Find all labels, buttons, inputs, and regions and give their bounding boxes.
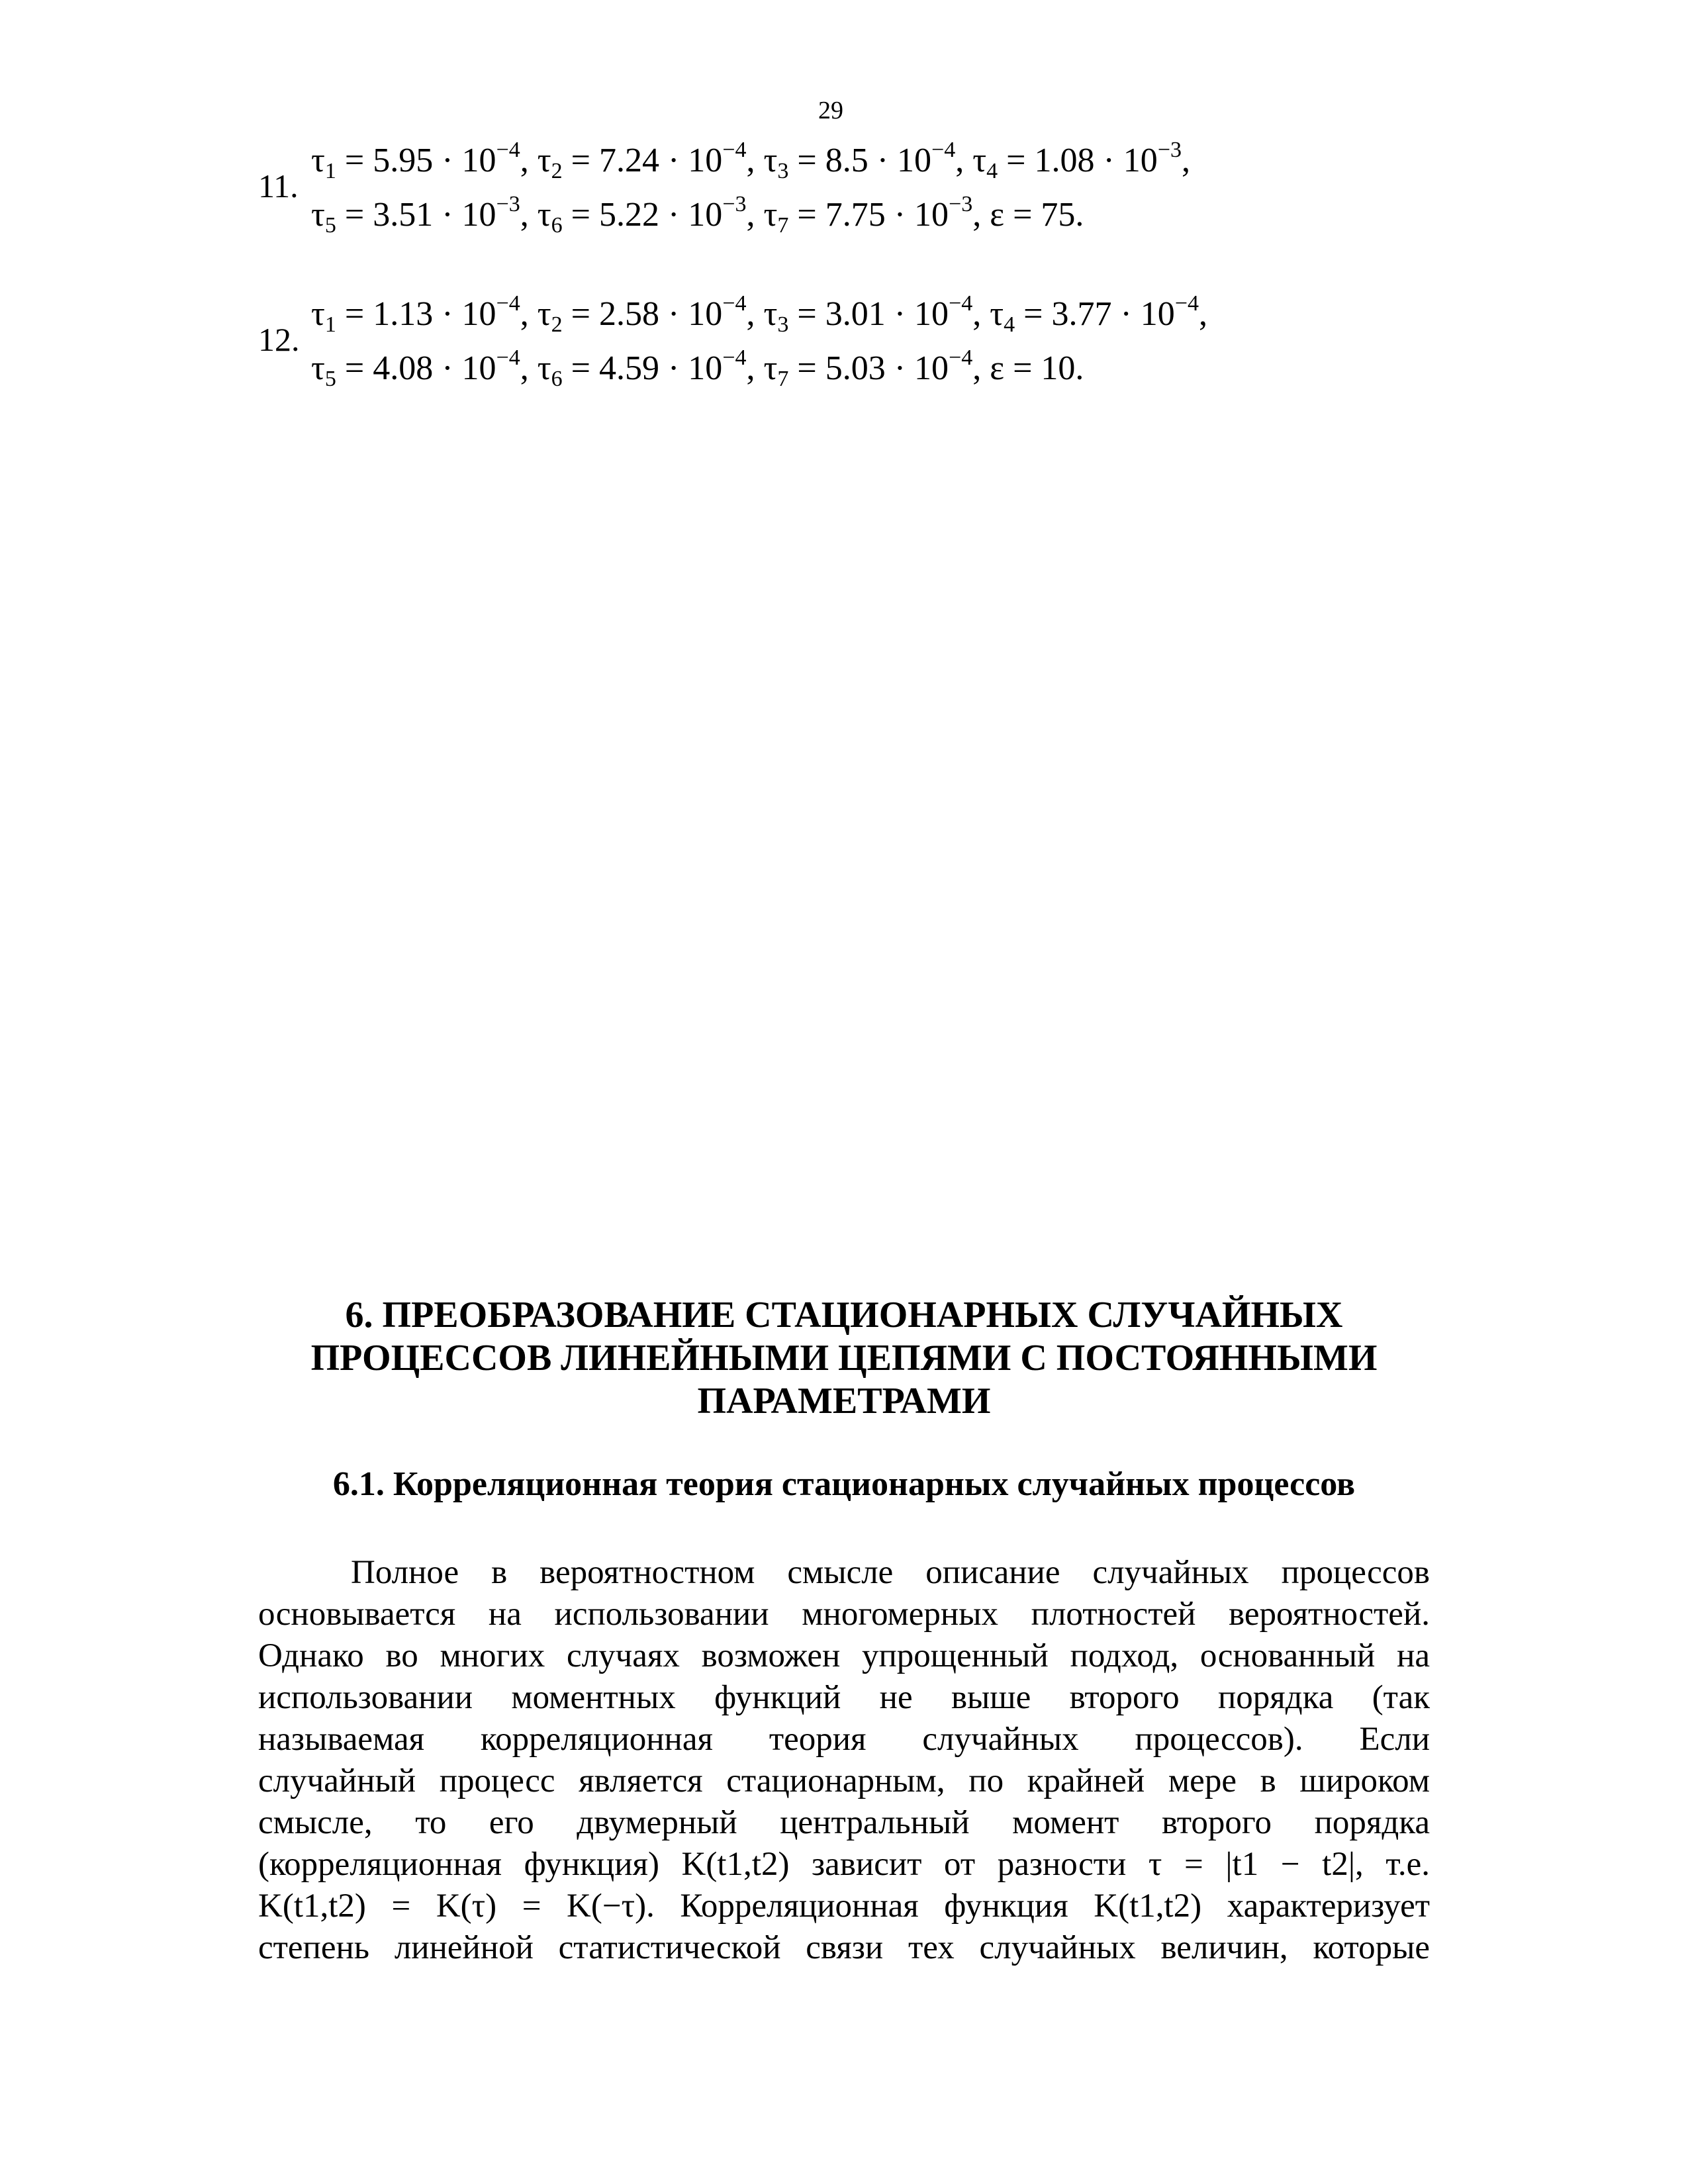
subscript: 3 — [777, 159, 789, 183]
formula-text: , τ — [520, 142, 551, 179]
formula-text: , τ — [746, 349, 778, 387]
paragraph-line: Полное в вероятностном смысле описание случайных процессов — [351, 1554, 1430, 1591]
chapter-title-line: ПРОЦЕССОВ ЛИНЕЙНЫМИ ЦЕПЯМИ С ПОСТОЯННЫМИ — [310, 1338, 1378, 1379]
formula-text: , τ — [955, 142, 987, 179]
subscript: 1 — [324, 312, 336, 337]
formula-text: , τ — [746, 295, 778, 333]
formula-text: = 5.22 · 10 — [562, 196, 723, 234]
paragraph-line: называемая корреляционная теория случайных процессов). Если — [258, 1721, 1430, 1758]
task-number: 11. — [258, 167, 299, 205]
subscript: 2 — [551, 312, 563, 337]
chapter-title — [258, 1294, 1430, 1423]
paragraph-line: основывается на использовании многомерных плотностей вероятностей. — [258, 1596, 1430, 1633]
subscript: 6 — [551, 213, 563, 238]
paragraph-line: Однако во многих случаях возможен упрощенный подход, основанный на — [258, 1637, 1430, 1674]
section-title: 6.1. Корреляционная теория стационарных случайных процессов — [332, 1465, 1356, 1503]
subscript: 4 — [986, 159, 998, 183]
formula-text: = 7.75 · 10 — [788, 196, 949, 234]
superscript: −4 — [949, 345, 973, 370]
chapter-title-line: 6. ПРЕОБРАЗОВАНИЕ СТАЦИОНАРНЫХ СЛУЧАЙНЫХ — [345, 1295, 1343, 1336]
formula-line — [311, 192, 1084, 238]
superscript: −3 — [1157, 138, 1182, 162]
subscript: 6 — [551, 367, 563, 391]
superscript: −4 — [722, 138, 747, 162]
superscript: −4 — [722, 291, 747, 316]
formula-text: , — [1199, 295, 1207, 333]
formula-text: , τ — [520, 196, 551, 234]
formula-text: , ε = 10. — [972, 349, 1084, 387]
formula-text: = 4.08 · 10 — [336, 349, 496, 387]
superscript: −4 — [496, 138, 520, 162]
superscript: −4 — [722, 345, 747, 370]
formula-text: , τ — [520, 295, 551, 333]
formula-text: = 5.95 · 10 — [336, 142, 496, 179]
formula-text: = 2.58 · 10 — [562, 295, 723, 333]
formula-line — [311, 345, 1084, 392]
paragraph-line: использовании моментных функций не выше второго порядка (так — [258, 1679, 1430, 1716]
formula-text: , ε = 75. — [972, 196, 1084, 234]
page-number: 29 — [818, 97, 843, 124]
superscript: −4 — [496, 345, 520, 370]
formula-text: = 3.01 · 10 — [788, 295, 949, 333]
formula-text: , τ — [746, 196, 778, 234]
formula-text: = 8.5 · 10 — [788, 142, 932, 179]
paragraph-line: (корреляционная функция) K(t1,t2) зависит от разности τ = |t1 − t2|, т.е. — [258, 1846, 1430, 1883]
paragraph-line: смысле, то его двумерный центральный момент второго порядка — [258, 1804, 1430, 1841]
superscript: −3 — [949, 192, 973, 216]
formula-text: τ — [311, 196, 325, 234]
paragraph-line: случайный процесс является стационарным, по крайней мере в широком — [258, 1762, 1430, 1799]
formula-text: = 1.08 · 10 — [998, 142, 1158, 179]
formula-text: , τ — [972, 295, 1004, 333]
subscript: 7 — [777, 213, 789, 238]
superscript: −3 — [496, 192, 520, 216]
formula-text: = 1.13 · 10 — [336, 295, 496, 333]
subscript: 1 — [324, 159, 336, 183]
subscript: 5 — [324, 213, 336, 238]
formula-line — [311, 138, 1190, 184]
paragraph-line: K(t1,t2) = K(τ) = K(−τ). Корреляционная функция K(t1,t2) характеризует — [258, 1888, 1430, 1925]
formula-text: τ — [311, 142, 325, 179]
superscript: −4 — [496, 291, 520, 316]
paragraph-line: степень линейной статистической связи тех случайных величин, которые — [258, 1929, 1430, 1966]
subscript: 5 — [324, 367, 336, 391]
formula-text: = 3.77 · 10 — [1015, 295, 1175, 333]
formula-text: = 3.51 · 10 — [336, 196, 496, 234]
formula-text: , τ — [520, 349, 551, 387]
chapter-title-line: ПАРАМЕТРАМИ — [697, 1381, 991, 1422]
formula-text: = 7.24 · 10 — [562, 142, 723, 179]
subscript: 2 — [551, 159, 563, 183]
subscript: 4 — [1004, 312, 1015, 337]
formula-text: τ — [311, 295, 325, 333]
formula-text: , — [1182, 142, 1190, 179]
formula-text: , τ — [746, 142, 778, 179]
superscript: −4 — [949, 291, 973, 316]
formula-line — [311, 291, 1207, 338]
superscript: −3 — [722, 192, 747, 216]
formula-text: = 5.03 · 10 — [788, 349, 949, 387]
formula-text: τ — [311, 349, 325, 387]
formula-text: = 4.59 · 10 — [562, 349, 723, 387]
superscript: −4 — [931, 138, 956, 162]
subscript: 3 — [777, 312, 789, 337]
superscript: −4 — [1174, 291, 1199, 316]
task-number: 12. — [258, 321, 300, 358]
subscript: 7 — [777, 367, 789, 391]
body-paragraph — [258, 1552, 1430, 1969]
